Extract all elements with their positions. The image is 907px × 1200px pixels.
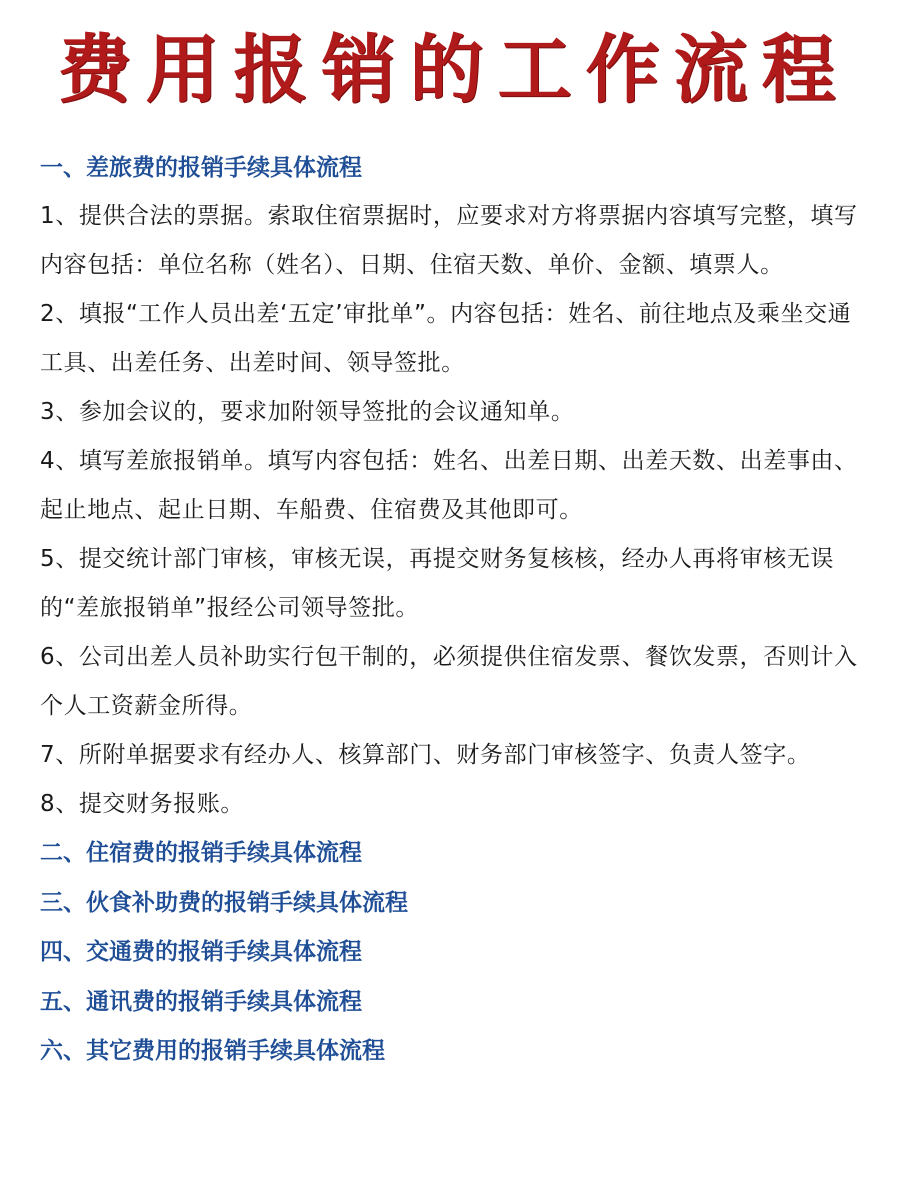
step-item: 5、提交统计部门审核，审核无误，再提交财务复核核，经办人再将审核无误的“差旅报销单”报经公司领导签批。: [40, 546, 835, 621]
step-item: 3、参加会议的，要求加附领导签批的会议通知单。: [40, 399, 575, 425]
section-heading-meal-allowance: 三、伙食补助费的报销手续具体流程: [40, 889, 408, 916]
section-heading-accommodation: 二、住宿费的报销手续具体流程: [40, 840, 362, 866]
section-heading-transport: 四、交通费的报销手续具体流程: [40, 939, 362, 965]
step-item: 7、所附单据要求有经办人、核算部门、财务部门审核签字、负责人签字。: [40, 742, 811, 768]
step-item: 6、公司出差人员补助实行包干制的，必须提供住宿发票、餐饮发票，否则计入个人工资薪金所得。: [40, 644, 858, 719]
step-item: 4、填写差旅报销单。填写内容包括：姓名、出差日期、出差天数、出差事由、起止地点、起止日期、车船费、住宿费及其他即可。: [40, 448, 858, 523]
section-heading-communication: 五、通讯费的报销手续具体流程: [40, 988, 362, 1015]
section-travel-expense: [40, 144, 867, 829]
step-item: 8、提交财务报账。: [40, 791, 245, 817]
document-content: [40, 144, 867, 1077]
step-item: 1、提供合法的票据。索取住宿票据时，应要求对方将票据内容填写完整，填写内容包括：单位名称（姓名）、日期、住宿天数、单价、金额、填票人。: [40, 203, 858, 278]
step-item: 2、填报“工作人员出差‘五定’审批单”。内容包括：姓名、前往地点及乘坐交通工具、出差任务、出差时间、领导签批。: [40, 301, 852, 376]
other-sections: [40, 829, 867, 1077]
section-heading: 一、差旅费的报销手续具体流程: [40, 155, 362, 181]
page-title: 费用报销的工作流程: [57, 27, 850, 113]
section-heading-other-expenses: 六、其它费用的报销手续具体流程: [40, 1038, 385, 1064]
